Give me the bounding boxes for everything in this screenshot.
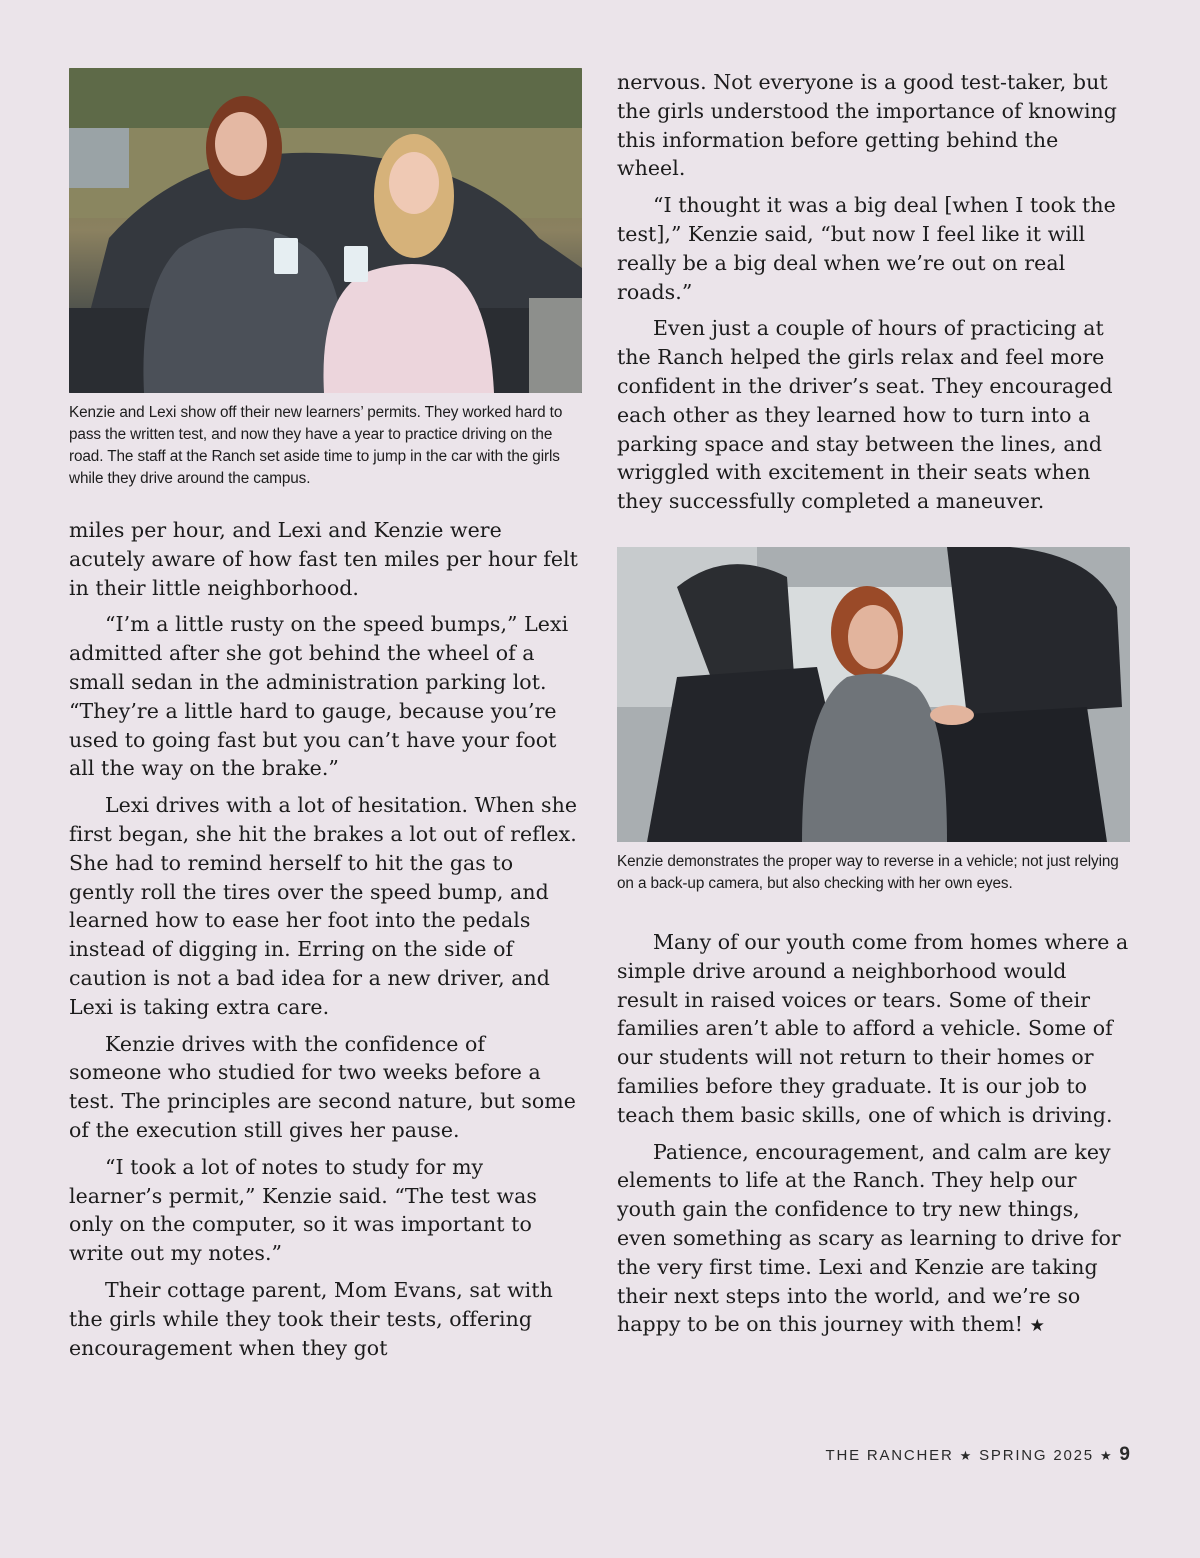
body-paragraph: Kenzie drives with the confidence of someone who studied for two weeks before a test. The principles are second nature, but some of the execution still gives her pause. xyxy=(69,1031,576,1142)
reversing-photo xyxy=(617,547,1130,842)
publication-name: THE RANCHER xyxy=(825,1447,954,1464)
end-star-icon: ★ xyxy=(1029,1316,1045,1337)
body-paragraph: “I thought it was a big deal [when I took the test],” Kenzie said, “but now I feel like it will really be a big deal when we’re out on real roads.” xyxy=(617,193,1116,304)
body-paragraph: Even just a couple of hours of practicing at the Ranch helped the girls relax and feel more confident in the driver’s seat. They encouraged each other as they learned how to turn into a parking space and stay between the lines, and wriggled with excitement in their seats when they successfully completed a maneuver. xyxy=(617,316,1113,514)
body-paragraph xyxy=(617,1138,1131,1342)
issue-label: SPRING 2025 xyxy=(979,1447,1094,1464)
body-paragraph: miles per hour, and Lexi and Kenzie were acutely aware of how fast ten miles per hour felt in their little neighborhood. xyxy=(69,518,578,600)
body-paragraph: Their cottage parent, Mom Evans, sat with the girls while they took their tests, offering encouragement when they got xyxy=(69,1277,553,1360)
body-paragraph: Lexi drives with a lot of hesitation. When she first began, she hit the brakes a lot out of reflex. She had to remind herself to hit the gas to gently roll the tires over the speed bump, and learned how to ease her foot into the pedals instead of digging in. Erring on the side of caution is not a bad idea for a new driver, and Lexi is taking extra care. xyxy=(69,793,578,1019)
star-separator-icon: ★ xyxy=(959,1449,974,1464)
left-column xyxy=(69,68,583,1370)
body-paragraph: “I’m a little rusty on the speed bumps,” Lexi admitted after she got behind the wheel of a small sedan in the administration parking lot. “They’re a little hard to gauge, because you’re used to going fast but you can’t have your foot all the way on the brake.” xyxy=(69,612,569,781)
right-column xyxy=(617,68,1131,1349)
body-paragraph-text: Patience, encouragement, and calm are key elements to life at the Ranch. They help our youth gain the confidence to try new things, even something as scary as learning to drive for the very first time. Lexi and Kenzie are taking their next steps into the world, and we’re so happy to be on this journey with them! xyxy=(617,1139,1121,1337)
body-paragraph: Many of our youth come from homes where a simple drive around a neighborhood would result in raised voices or tears. Some of their families aren’t able to afford a vehicle. Some of our students will not return to their homes or families before they graduate. It is our job to teach them basic skills, one of which is driving. xyxy=(617,929,1129,1127)
page-number: 9 xyxy=(1119,1444,1130,1465)
permits-photo xyxy=(69,68,582,393)
page-footer xyxy=(825,1444,1130,1466)
photo-caption: Kenzie demonstrates the proper way to reverse in a vehicle; not just relying on a back-up camera, but also checking with her own eyes. xyxy=(617,852,1119,892)
body-paragraph: “I took a lot of notes to study for my learner’s permit,” Kenzie said. “The test was only on the computer, so it was important to write out my notes.” xyxy=(69,1154,537,1266)
reversing-photo-art xyxy=(617,547,1130,842)
body-paragraph: nervous. Not everyone is a good test-taker, but the girls understood the importance of knowing this information before getting behind the wheel. xyxy=(617,70,1117,181)
photo-caption: Kenzie and Lexi show off their new learners’ permits. They worked hard to pass the written test, and now they have a year to practice driving on the road. The staff at the Ranch set aside time to jump in the car with the girls while they drive around the campus. xyxy=(69,404,563,487)
permits-photo-art xyxy=(69,68,582,393)
star-separator-icon: ★ xyxy=(1099,1449,1114,1464)
